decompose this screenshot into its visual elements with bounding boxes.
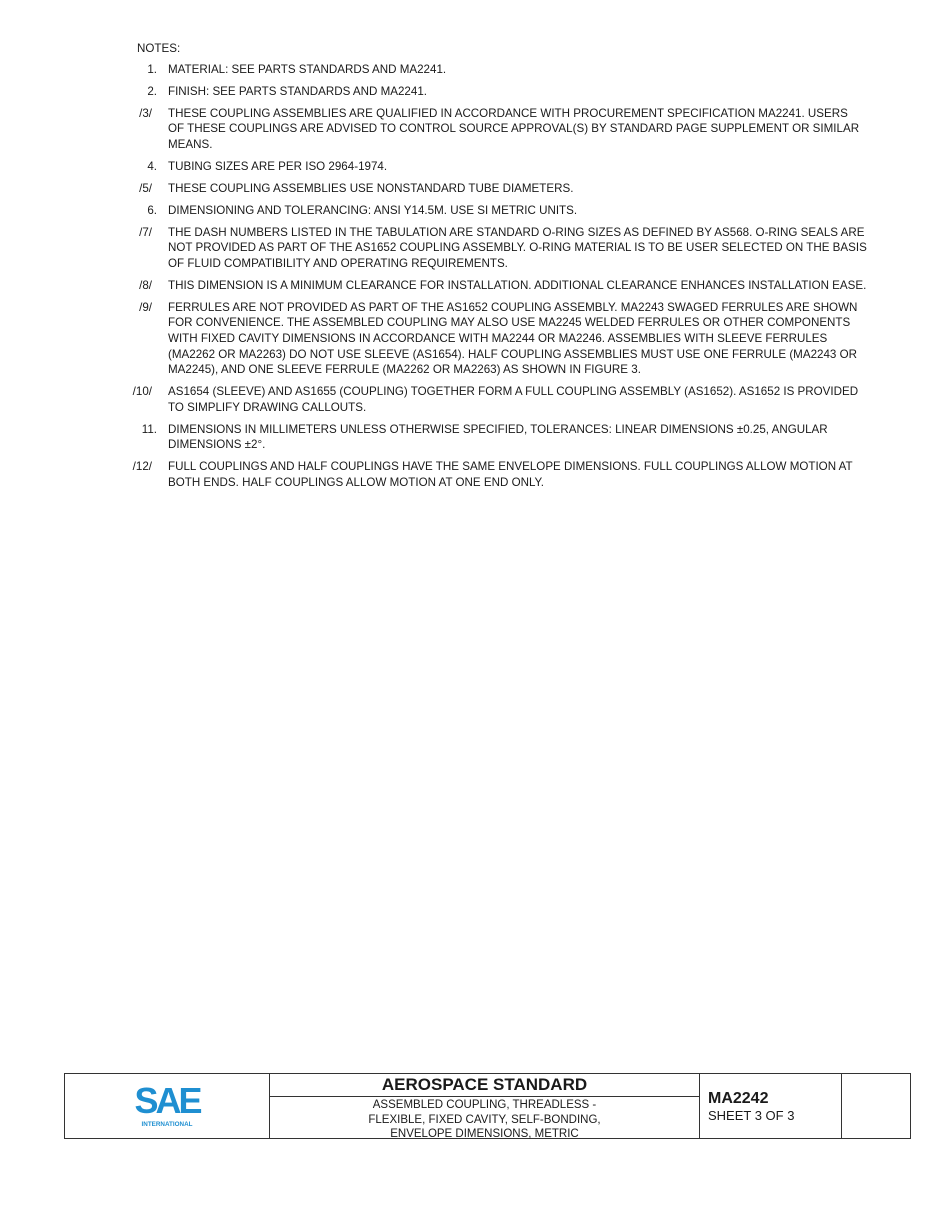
note-text: FERRULES ARE NOT PROVIDED AS PART OF THE AS1652 COUPLING ASSEMBLY. MA2243 SWAGED FERRULES ARE SHOWN FOR CONVENIENCE. THE ASSEMBLED COUPLING MAY ALSO USE MA2245 WELDED FERRULES OR OTHER COMPONENTS WITH FIXED CAVITY DIMENSIONS IN ACCORDANCE WITH MA2244 OR MA2246. ASSEMBLIES WITH SLEEVE FERRULES (MA2262 OR MA2263) DO NOT USE SLEEVE (AS1654). HALF COUPLING ASSEMBLIES MUST USE ONE FERRULE (MA2243 OR MA2245), AND ONE SLEEVE FERRULE (MA2262 OR MA2263) AS SHOWN IN FIGURE 3.	[168, 300, 858, 377]
logo-mark: SAE	[134, 1083, 200, 1121]
note-text: DIMENSIONING AND TOLERANCING: ANSI Y14.5M. USE SI METRIC UNITS.	[168, 203, 578, 217]
note-number: 6.	[147, 203, 157, 217]
note-item	[137, 278, 867, 294]
subtitle-line: ENVELOPE DIMENSIONS, METRIC	[390, 1128, 579, 1140]
note-text: AS1654 (SLEEVE) AND AS1655 (COUPLING) TOGETHER FORM A FULL COUPLING ASSEMBLY (AS1652). AS1652 IS PROVIDED TO SIMPLIFY DRAWING CALLOUTS.	[168, 385, 859, 414]
note-item	[137, 84, 867, 100]
standard-subtitle	[270, 1097, 699, 1142]
note-text: THESE COUPLING ASSEMBLIES ARE QUALIFIED IN ACCORDANCE WITH PROCUREMENT SPECIFICATION MA2241. USERS OF THESE COUPLINGS ARE ADVISED TO CONTROL SOURCE APPROVAL(S) BY STANDARD PAGE SUPPLEMENT OR SIMILAR MEANS.	[168, 106, 860, 151]
note-flag-number: /10/	[132, 385, 152, 399]
blank-cell	[842, 1074, 910, 1138]
note-item	[137, 225, 867, 272]
note-text: TUBING SIZES ARE PER ISO 2964-1974.	[168, 159, 388, 173]
note-flag-number: /3/	[139, 106, 152, 120]
note-number: 2.	[147, 84, 157, 98]
note-flag-number: /8/	[139, 278, 152, 292]
note-text: DIMENSIONS IN MILLIMETERS UNLESS OTHERWISE SPECIFIED, TOLERANCES: LINEAR DIMENSIONS ±0.25, ANGULAR DIMENSIONS ±2°.	[168, 422, 828, 452]
note-item	[137, 422, 867, 453]
note-number: 4.	[147, 159, 157, 173]
note-text: MATERIAL: SEE PARTS STANDARDS AND MA2241.	[168, 62, 447, 76]
note-text: THESE COUPLING ASSEMBLIES USE NONSTANDARD TUBE DIAMETERS.	[168, 181, 574, 195]
note-flag-number: /12/	[132, 460, 152, 474]
note-item	[137, 159, 867, 175]
document-cell	[700, 1074, 842, 1138]
note-number: 11.	[141, 422, 157, 436]
sheet-number: SHEET 3 OF 3	[708, 1107, 795, 1123]
note-item	[132, 384, 867, 415]
sae-logo-icon	[130, 1083, 204, 1129]
note-flag-number: /9/	[139, 300, 152, 314]
notes-section	[132, 41, 867, 497]
subtitle-line: FLEXIBLE, FIXED CAVITY, SELF-BONDING,	[368, 1113, 601, 1126]
note-item	[137, 62, 867, 78]
logo-subtext: INTERNATIONAL	[141, 1121, 193, 1128]
notes-heading: NOTES:	[137, 42, 181, 55]
note-item	[132, 459, 867, 490]
title-block	[64, 1073, 911, 1139]
standard-heading: AEROSPACE STANDARD	[270, 1074, 699, 1097]
note-item	[137, 300, 867, 378]
note-text: THIS DIMENSION IS A MINIMUM CLEARANCE FOR INSTALLATION. ADDITIONAL CLEARANCE ENHANCES INSTALLATION EASE.	[168, 278, 867, 292]
logo-cell	[65, 1074, 270, 1138]
title-cell	[270, 1074, 700, 1138]
note-text: FULL COUPLINGS AND HALF COUPLINGS HAVE THE SAME ENVELOPE DIMENSIONS. FULL COUPLINGS ALLOW MOTION AT BOTH ENDS. HALF COUPLINGS ALLOW MOTION AT ONE END ONLY.	[168, 460, 853, 489]
note-flag-number: /5/	[139, 181, 152, 195]
document-number: MA2242	[708, 1089, 769, 1107]
note-text: THE DASH NUMBERS LISTED IN THE TABULATION ARE STANDARD O-RING SIZES AS DEFINED BY AS568. O-RING SEALS ARE NOT PROVIDED AS PART OF THE AS1652 COUPLING ASSEMBLY. O-RING MATERIAL IS TO BE USER SELECTED ON THE BASIS OF FLUID COMPATIBILITY AND OPERATING REQUIREMENTS.	[168, 225, 867, 270]
note-number: 1.	[147, 62, 157, 76]
note-text: FINISH: SEE PARTS STANDARDS AND MA2241.	[168, 84, 427, 98]
note-item	[137, 106, 867, 153]
note-item	[137, 181, 867, 197]
subtitle-line: ASSEMBLED COUPLING, THREADLESS -	[372, 1099, 597, 1111]
note-flag-number: /7/	[139, 225, 152, 239]
note-item	[137, 203, 867, 219]
